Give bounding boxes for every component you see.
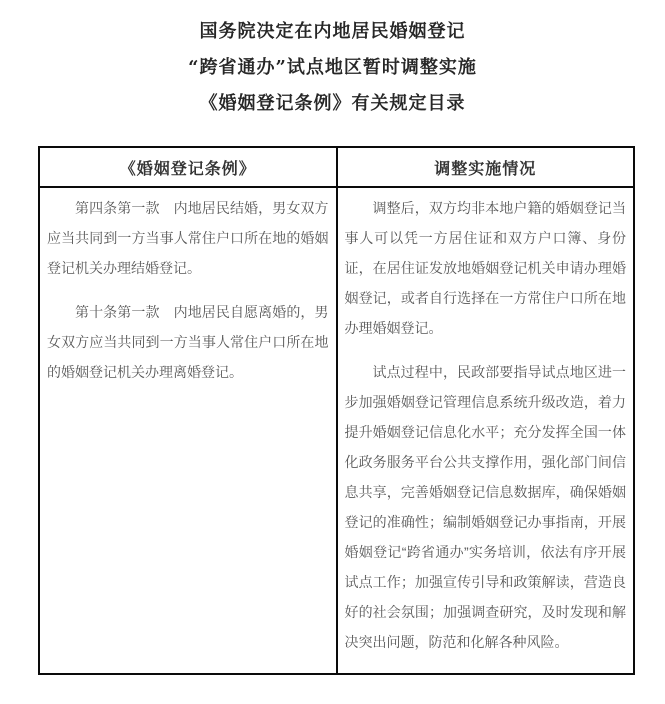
adjustment-paragraph-1: 调整后，双方均非本地户籍的婚姻登记当事人可以凭一方居住证和双方户口簿、身份证，在居住证发放地婚姻登记机关申请办理婚姻登记，或者自行选择在一方常住户口所在地办理婚姻登记。 — [344, 200, 626, 336]
document-title — [0, 0, 665, 122]
column-header-adjustment: 调整实施情况 — [337, 147, 635, 187]
adjustment-paragraph-2: 试点过程中，民政部要指导试点地区进一步加强婚姻登记管理信息系统升级改造，着力提升婚姻登记信息化水平；充分发挥全国一体化政务服务平台公共支撑作用，强化部门间信息共享，完善婚姻登记信息数据库，确保婚姻登记的准确性；编制婚姻登记办事指南，开展婚姻登记“跨省通办”实务培训，依法有序开展试点工作；加强宣传引导和政策解读，营造良好的社会氛围；加强调查研究，及时发现和解决突出问题，防范和化解各种风险。 — [344, 364, 626, 650]
table-body-row — [39, 187, 634, 674]
adjustment-cell — [337, 187, 635, 674]
title-line-1: 国务院决定在内地居民婚姻登记 — [199, 21, 466, 42]
regulation-paragraph-article4: 第四条第一款 内地居民结婚，男女双方应当共同到一方当事人常住户口所在地的婚姻登记机关办理结婚登记。 — [47, 200, 329, 276]
regulations-cell — [39, 187, 337, 674]
regulation-paragraph-article10: 第十条第一款 内地居民自愿离婚的，男女双方应当共同到一方当事人常住户口所在地的婚姻登记机关办理离婚登记。 — [47, 304, 329, 380]
column-header-regulations: 《婚姻登记条例》 — [39, 147, 337, 187]
regulations-table — [38, 146, 635, 675]
title-line-2: “跨省通办”试点地区暂时调整实施 — [188, 57, 477, 78]
table-header-row — [39, 147, 634, 187]
title-line-3: 《婚姻登记条例》有关规定目录 — [199, 93, 466, 114]
